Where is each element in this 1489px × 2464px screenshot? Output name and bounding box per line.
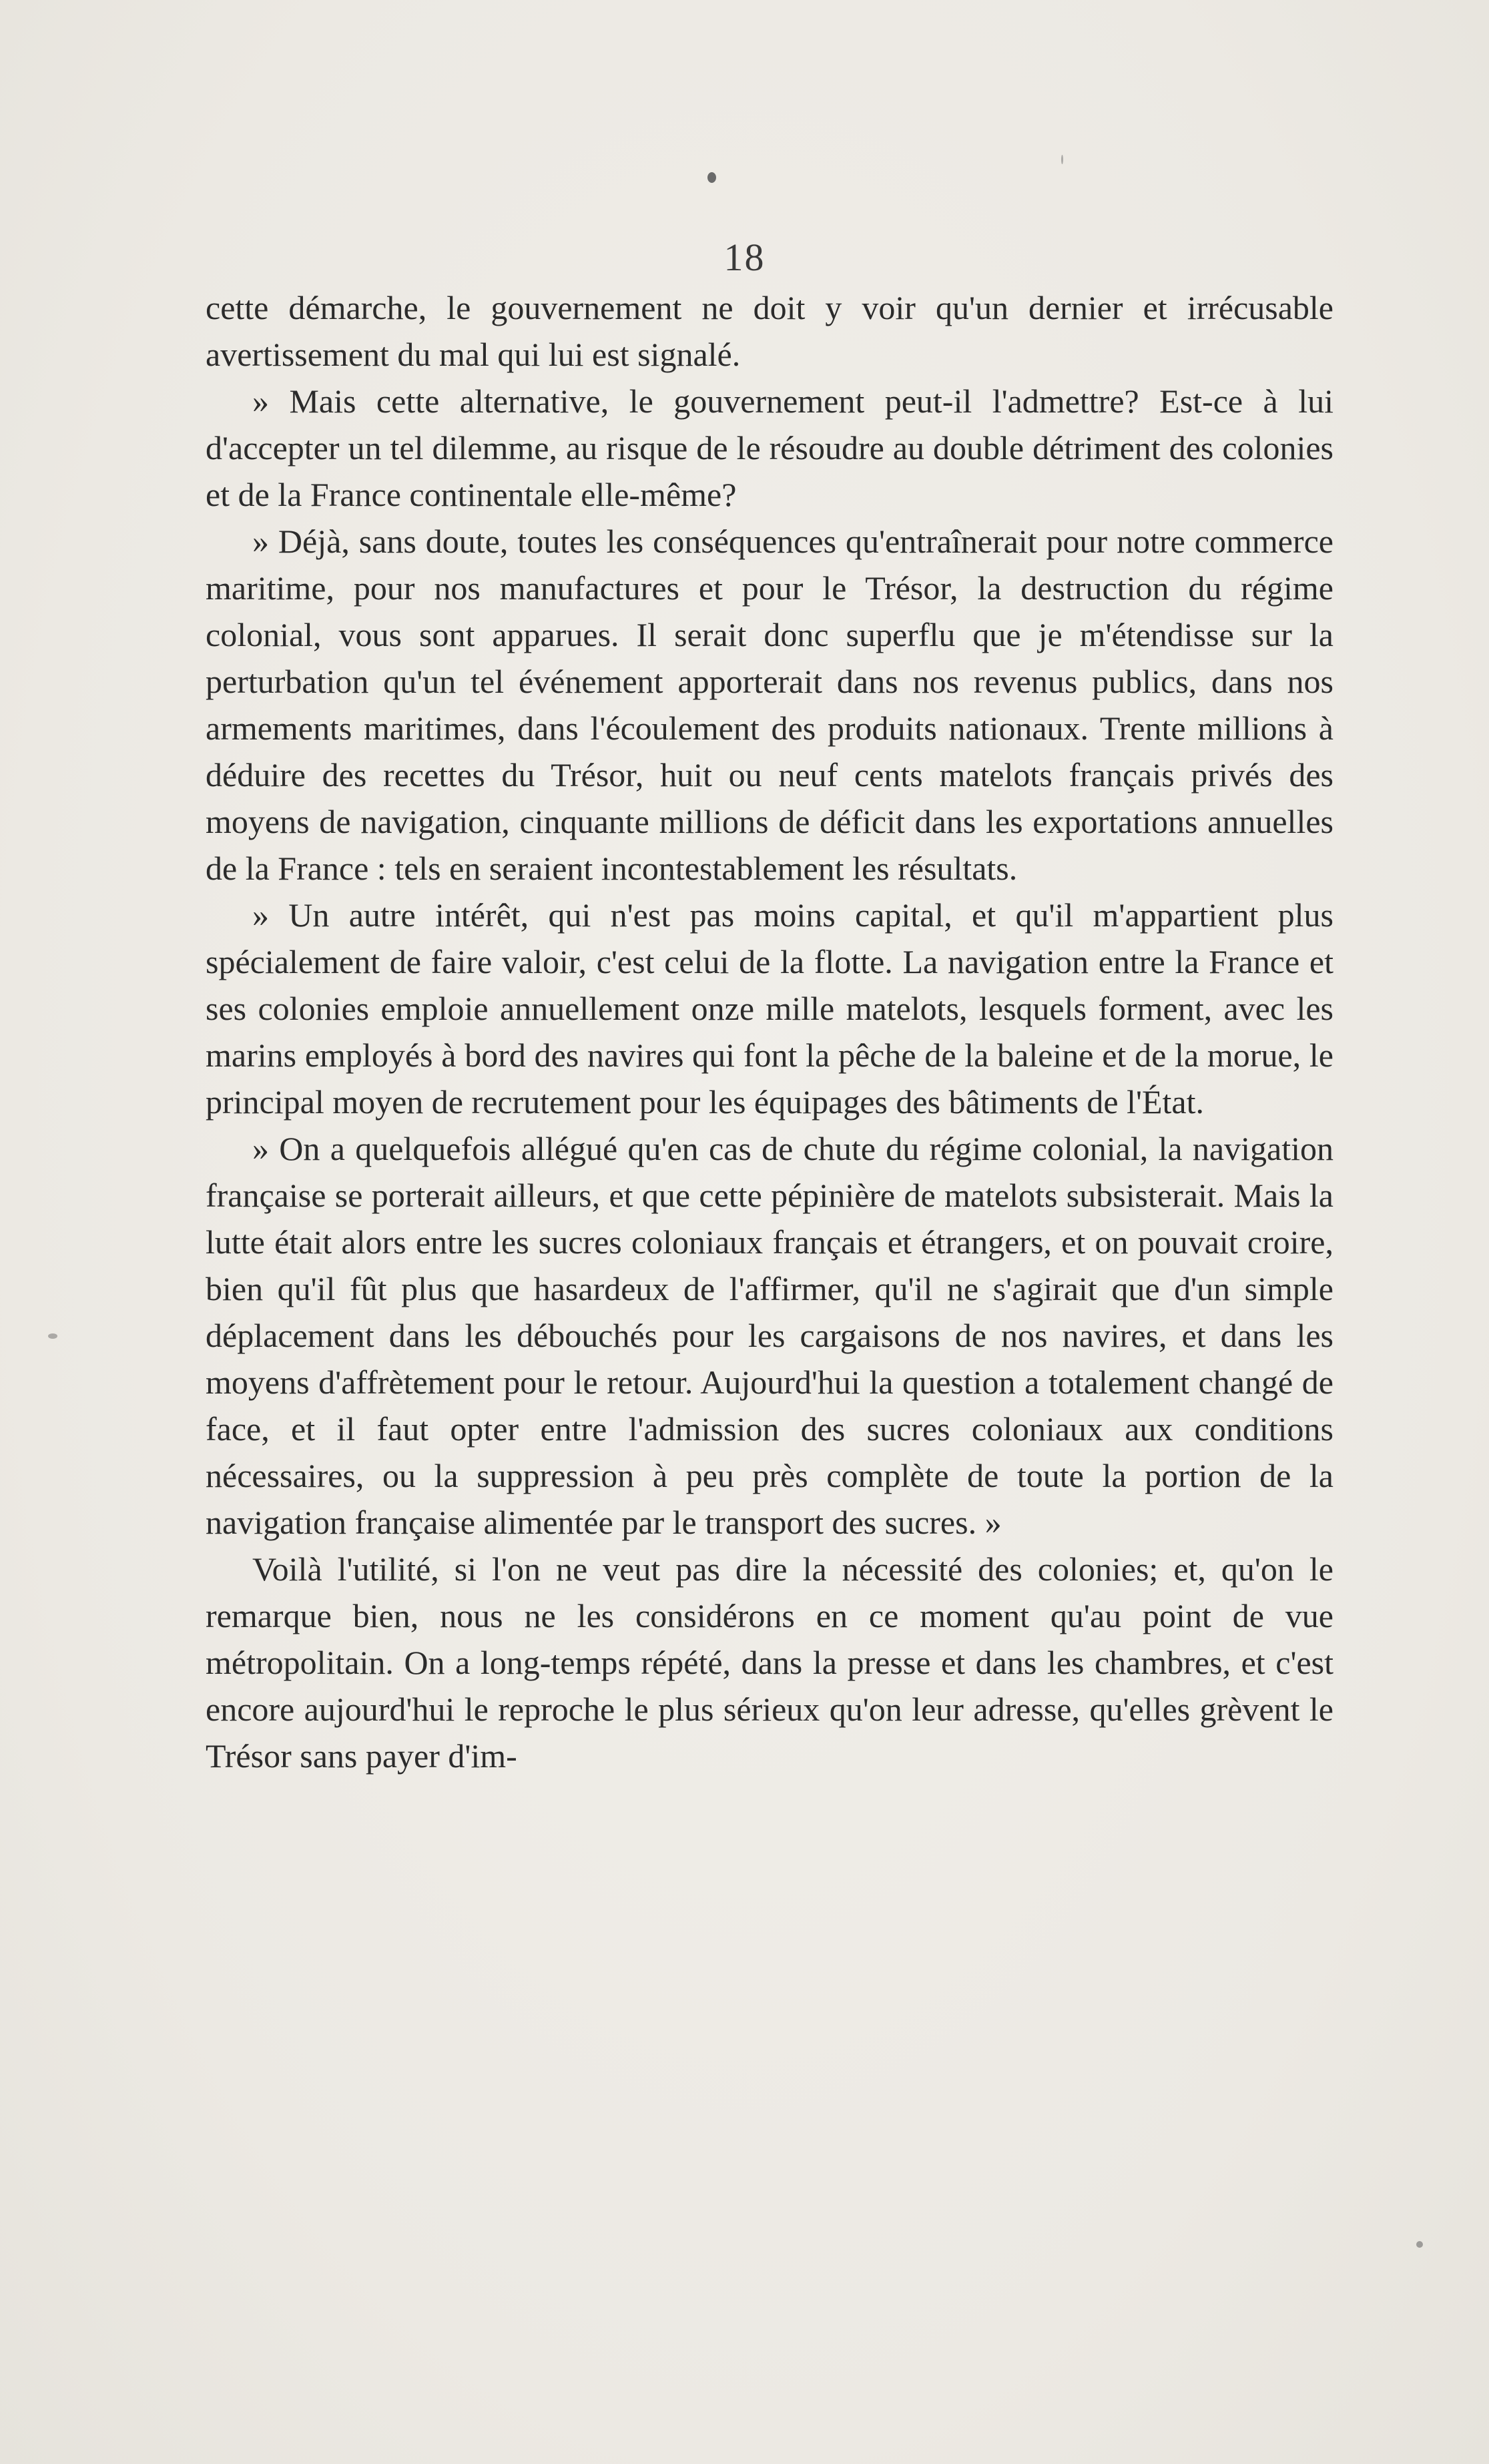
ink-speck — [1416, 2241, 1423, 2248]
paragraph: cette démarche, le gouvernement ne doit y voir qu'un dernier et irrécusable avertissement du mal qui lui est signalé. — [206, 289, 1333, 373]
ink-speck — [48, 1333, 57, 1339]
paragraph: » Un autre intérêt, qui n'est pas moins capital, et qu'il m'appartient plus spécialement de faire valoir, c'est celui de la flotte. La navigation entre la France et ses colonies emploie annuellement onze mille matelots, lesquels forment, avec les marins employés à bord des navires qui font la pêche de la baleine et de la morue, le principal moyen de recrutement pour les équipages des bâtiments de l'État. — [206, 896, 1333, 1121]
ink-speck — [1061, 155, 1063, 164]
body-text — [206, 284, 1333, 1779]
paragraph: » Déjà, sans doute, toutes les conséquences qu'entraînerait pour notre commerce maritime, pour nos manufactures et pour le Trésor, la destruction du régime colonial, vous sont apparues. Il serait donc superflu que je m'étendisse sur la perturbation qu'un tel événement apporterait dans nos revenus publics, dans nos armements maritimes, dans l'écoulement des produits nationaux. Trente millions à déduire des recettes du Trésor, huit ou neuf cents matelots français privés des moyens de navigation, cinquante millions de déficit dans les exportations annuelles de la France : tels en seraient incontestablement les résultats. — [206, 523, 1333, 887]
paragraph: Voilà l'utilité, si l'on ne veut pas dire la nécessité des colonies; et, qu'on le remarque bien, nous ne les considérons en ce moment qu'au point de vue métropolitain. On a long-temps répété, dans la presse et dans les chambres, et c'est encore aujourd'hui le reproche le plus sérieux qu'on leur adresse, qu'elles grèvent le Trésor sans payer d'im- — [206, 1550, 1333, 1775]
paragraph: » On a quelquefois allégué qu'en cas de chute du régime colonial, la navigation française se porterait ailleurs, et que cette pépinière de matelots subsisterait. Mais la lutte était alors entre les sucres coloniaux français et étrangers, et on pouvait croire, bien qu'il fût plus que hasardeux de l'affirmer, qu'il ne s'agirait que d'un simple déplacement dans les débouchés pour les cargaisons de nos navires, et dans les moyens d'affrètement pour le retour. Aujourd'hui la question a totalement changé de face, et il faut opter entre l'admission des sucres coloniaux aux conditions nécessaires, ou la suppression à peu près complète de toute la portion de la navigation française alimentée par le transport des sucres. » — [206, 1130, 1333, 1541]
ink-speck — [707, 172, 716, 183]
paragraph: » Mais cette alternative, le gouvernement peut-il l'admettre? Est-ce à lui d'accepter un tel dilemme, au risque de le résoudre au double détriment des colonies et de la France continentale elle-même? — [206, 382, 1333, 513]
page-number: 18 — [723, 236, 766, 279]
